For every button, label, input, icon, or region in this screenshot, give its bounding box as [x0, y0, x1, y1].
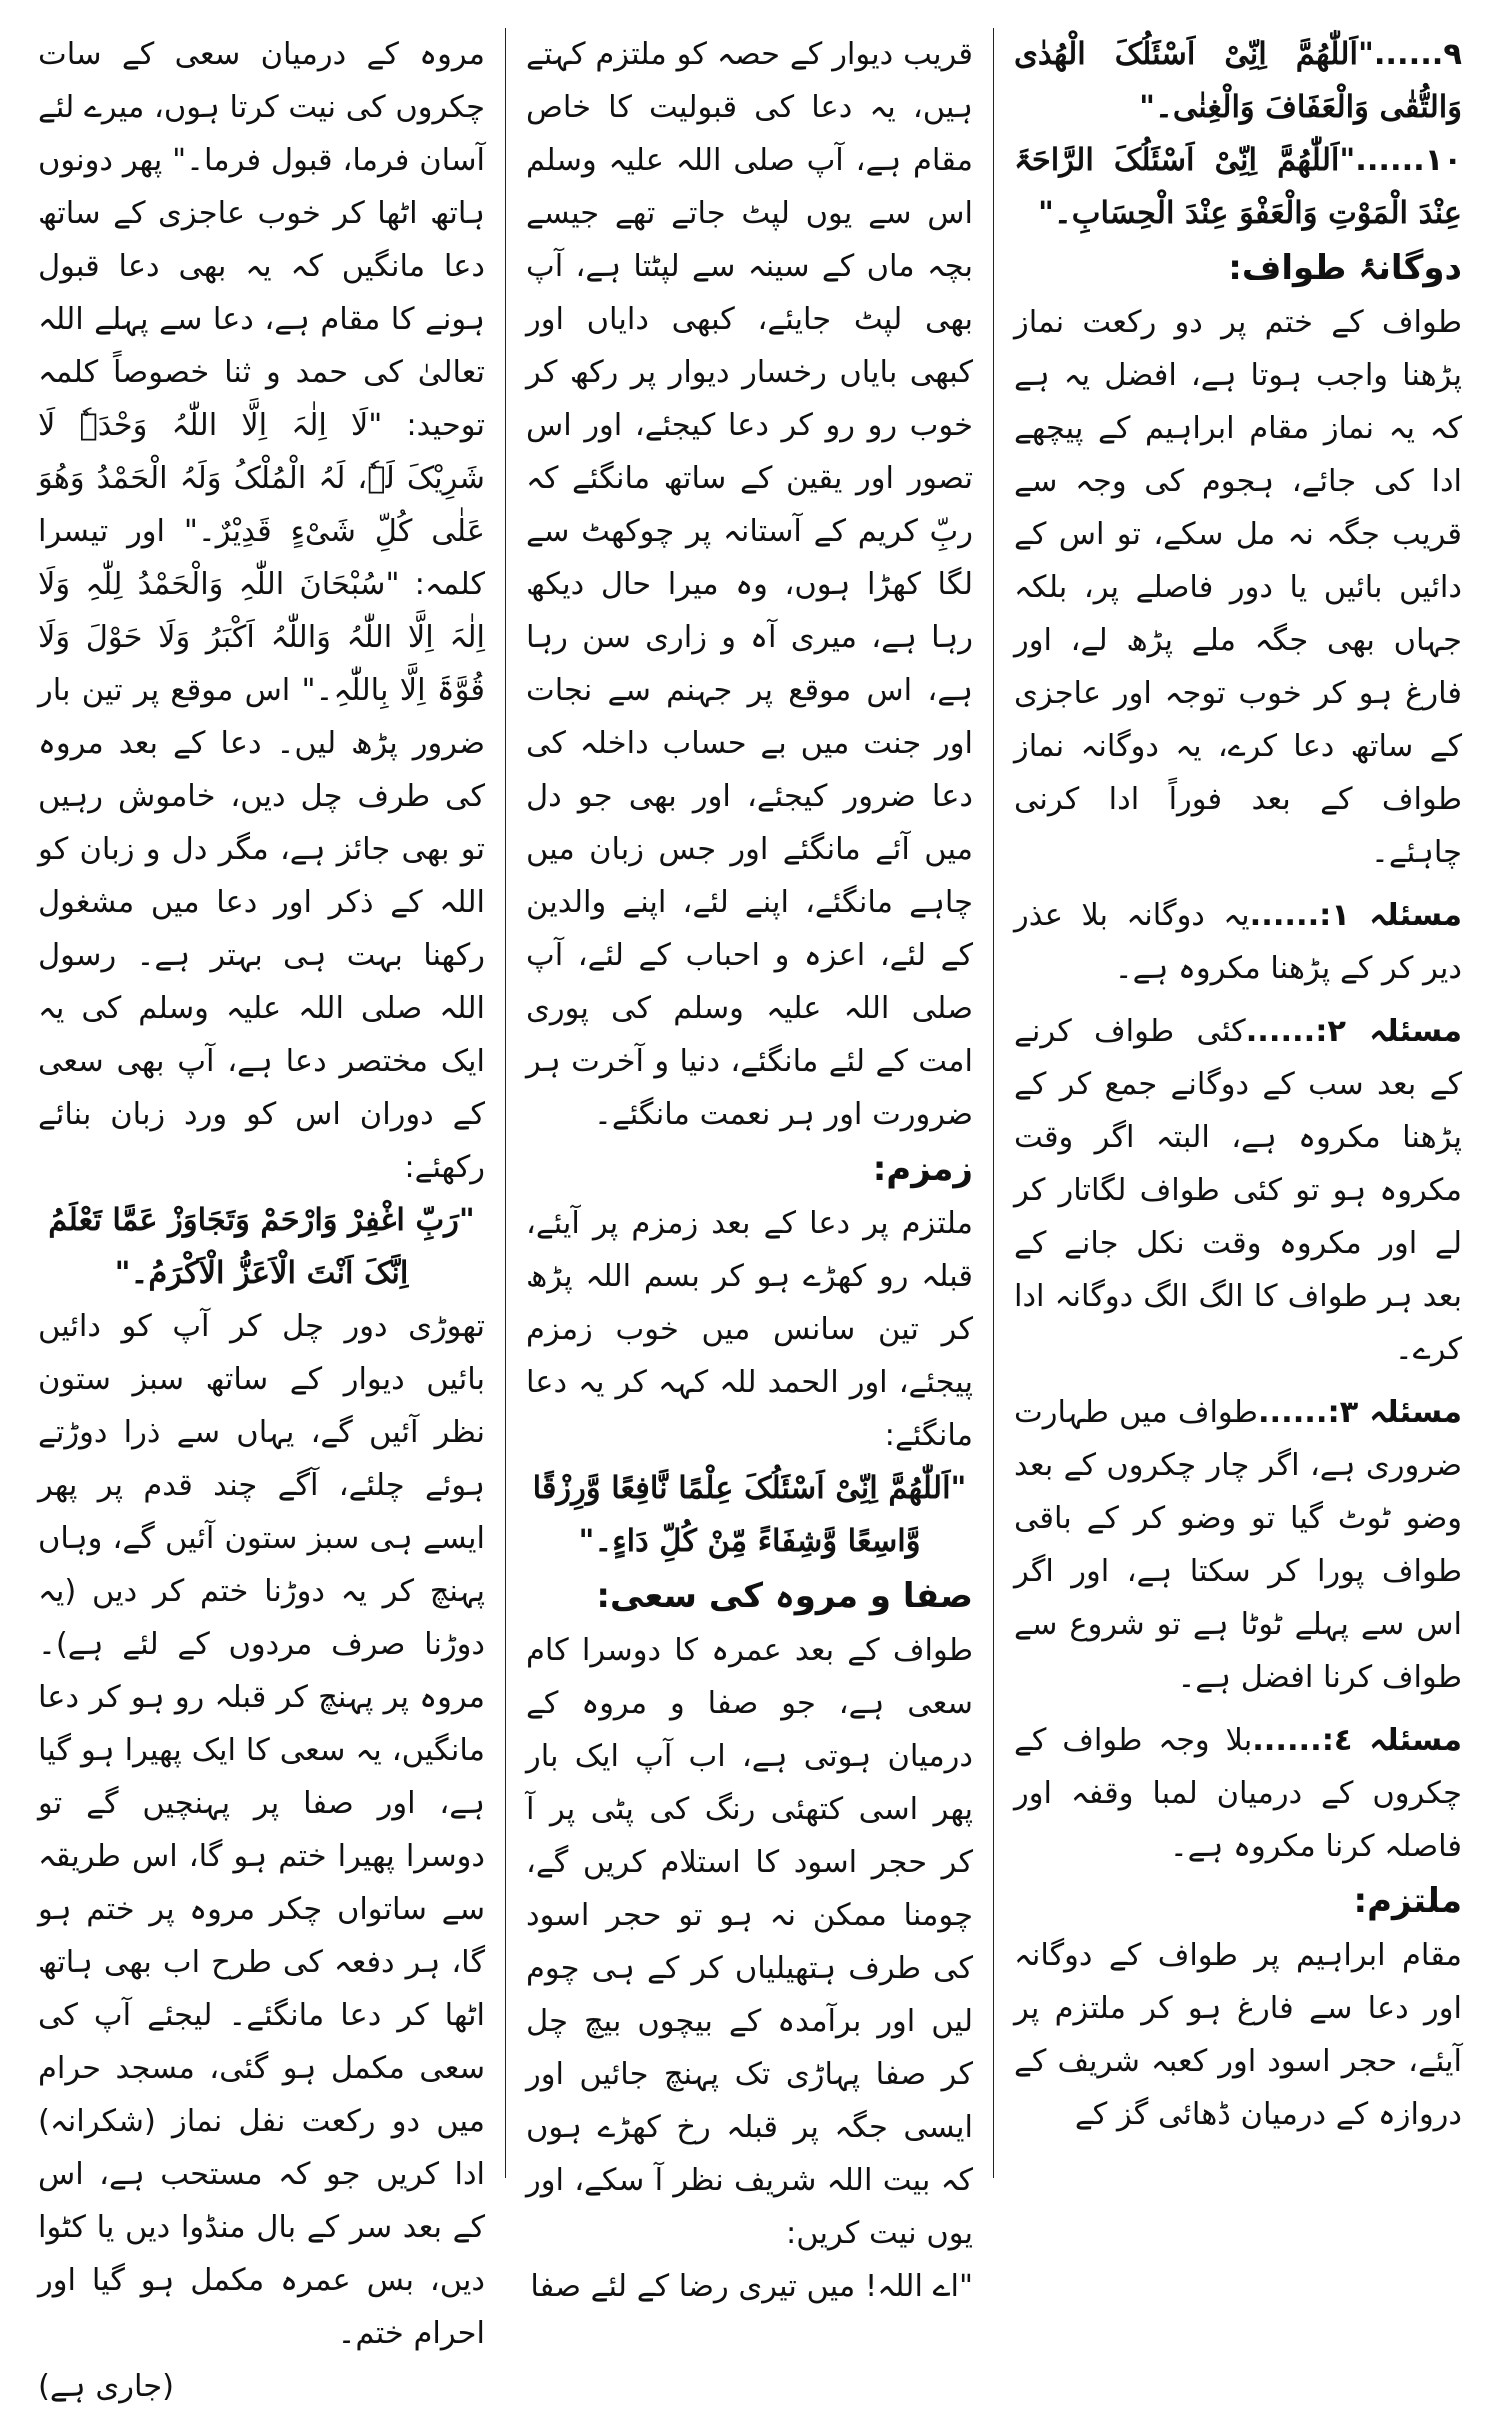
heading-dogana-tawaf: دوگانۂ طواف: [1228, 248, 1462, 288]
masala-4: مسئلہ ٤:......بلا وجہ طواف کے چکروں کے درمیان لمبا وقفہ اور فاصلہ کرنا مکروہ ہے۔ [1014, 1723, 1462, 1864]
dua-zamzam: "اَللّٰھُمَّ اِنِّیْ اَسْئَلُکَ عِلْمًا نَّافِعًا وَّرِزْقًا وَّاسِعًا وَّشِفَاءً مِّنْ کُلِّ دَاءٍ۔" [532, 1470, 967, 1559]
masala-2: مسئلہ ٢:......کئی طواف کرنے کے بعد سب کے دوگانے جمع کر کے پڑھنا مکروہ ہے، البتہ اگر وقت مکروہ ہو تو کئی طواف لگاتار کر لے اور مکروہ وقت نکل جانے کے بعد ہر طواف کا الگ الگ دوگانہ ادا کرے۔ [1014, 1014, 1462, 1367]
heading-multazam: ملتزم: [1353, 1881, 1462, 1921]
heading-safa-marwa: صفا و مروہ کی سعی: [596, 1576, 973, 1616]
column-1 [994, 28, 1482, 2178]
continued-note: (جاری ہے) [38, 2369, 174, 2404]
column-2 [506, 28, 994, 2304]
masala-1: مسئلہ ١:......یہ دوگانہ بلا عذر دیر کر کے پڑھنا مکروہ ہے۔ [1014, 898, 1462, 986]
paragraph-niyyah-cont: مروہ کے درمیان سعی کے سات چکروں کی نیت کرتا ہوں، میرے لئے آسان فرما، قبول فرما۔" پھر دونوں ہاتھ اٹھا کر خوب عاجزی کے ساتھ دعا مانگیں کہ یہ بھی دعا قبول ہونے کا مقام ہے، دعا سے پہلے اللہ تعالیٰ کی حمد و ثنا خصوصاً کلمہ توحید: "لَا اِلٰہَ اِلَّا اللّٰہُ وَحْدَہٗ لَا شَرِیْکَ لَہٗ، لَہُ الْمُلْکُ وَلَہُ الْحَمْدُ وَھُوَ عَلٰی کُلِّ شَیْءٍ قَدِیْرٌ۔" اور تیسرا کلمہ: "سُبْحَانَ اللّٰہِ وَالْحَمْدُ لِلّٰہِ وَلَا اِلٰہَ اِلَّا اللّٰہُ وَاللّٰہُ اَکْبَرُ وَلَا حَوْلَ وَلَا قُوَّۃَ اِلَّا بِاللّٰہِ۔" اس موقع پر تین بار ضرور پڑھ لیں۔ دعا کے بعد مروہ کی طرف چل دیں، خاموش رہیں تو بھی جائز ہے، مگر دل و زبان کو اللہ کے ذکر اور دعا میں مشغول رکھنا بہت ہی بہتر ہے۔ رسول اللہ صلی اللہ علیہ وسلم کی یہ ایک مختصر دعا ہے، آپ بھی سعی کے دوران اس کو ورد زبان بنائے رکھئے: [37, 37, 485, 1185]
dua-9: ٩......"اَللّٰھُمَّ اِنِّیْ اَسْئَلُکَ الْھُدٰی وَالتُّقٰی وَالْعَفَافَ وَالْغِنٰی۔" [1014, 36, 1462, 125]
paragraph-niyyah: "اے اللہ! میں تیری رضا کے لئے صفا [530, 2269, 973, 2304]
masala-3: مسئلہ ٣:......طواف میں طہارت ضروری ہے، اگر چار چکروں کے بعد وضو ٹوٹ گیا تو وضو کر کے باقی طواف پورا کر سکتا ہے، اور اگر اس سے پہلے ٹوٹا ہے تو شروع سے طواف کرنا افضل ہے۔ [1014, 1395, 1463, 1695]
paragraph-sai: طواف کے بعد عمرہ کا دوسرا کام سعی ہے، جو صفا و مروہ کے درمیان ہوتی ہے، اب آپ ایک بار پھر اسی کتھئی رنگ کی پٹی پر آ کر حجر اسود کا استلام کریں گے، چومنا ممکن نہ ہو تو حجر اسود کی طرف ہتھیلیاں کر کے ہی چوم لیں اور برآمدہ کے بیچوں بیچ چل کر صفا پہاڑی تک پہنچ جائیں اور ایسی جگہ پر قبلہ رخ کھڑے ہوں کہ بیت اللہ شریف نظر آ سکے، اور یوں نیت کریں: [526, 1633, 973, 2251]
dua-rabbighfir: "رَبِّ اغْفِرْ وَارْحَمْ وَتَجَاوَزْ عَمَّا تَعْلَمُ اِنَّکَ اَنْتَ الْاَعَزُّ الْاَکْرَمُ۔" [48, 1202, 475, 1291]
dua-10: ١٠......"اَللّٰھُمَّ اِنِّیْ اَسْئَلُکَ الرَّاحَۃَ عِنْدَ الْمَوْتِ وَالْعَفْوَ عِنْدَ الْحِسَابِ۔" [1014, 142, 1462, 231]
paragraph-multazam: مقام ابراہیم پر طواف کے دوگانہ اور دعا سے فارغ ہو کر ملتزم پر آیئے، حجر اسود اور کعبہ شریف کے دروازہ کے درمیان ڈھائی گز کے [1014, 1938, 1462, 2132]
paragraph-zamzam: ملتزم پر دعا کے بعد زمزم پر آیئے، قبلہ رو کھڑے ہو کر بسم اللہ پڑھ کر تین سانس میں خوب زمزم پیجئے، اور الحمد للہ کہہ کر یہ دعا مانگئے: [526, 1206, 973, 1453]
paragraph-dogana: طواف کے ختم پر دو رکعت نماز پڑھنا واجب ہوتا ہے، افضل یہ ہے کہ یہ نماز مقام ابراہیم کے پیچھے ادا کی جائے، ہجوم کی وجہ سے قریب جگہ نہ مل سکے، تو اس کے دائیں بائیں یا دور فاصلے پر، بلکہ جہاں بھی جگہ ملے پڑھ لے، اور فارغ ہو کر خوب توجہ اور عاجزی کے ساتھ دعا کرے، یہ دوگانہ نماز طواف کے بعد فوراً ادا کرنی چاہئے۔ [1014, 305, 1462, 870]
column-3 [18, 28, 506, 2404]
paragraph-multazam-cont: قریب دیوار کے حصہ کو ملتزم کہتے ہیں، یہ دعا کی قبولیت کا خاص مقام ہے، آپ صلی اللہ علیہ وسلم اس سے یوں لپٹ جاتے تھے جیسے بچہ ماں کے سینہ سے لپٹتا ہے، آپ بھی لپٹ جایئے، کبھی دایاں اور کبھی بایاں رخسار دیوار پر رکھ کر خوب رو رو کر دعا کیجئے، اور اس تصور اور یقین کے ساتھ مانگئے کہ ربِّ کریم کے آستانہ پر چوکھٹ سے لگا کھڑا ہوں، وہ میرا حال دیکھ رہا ہے، میری آہ و زاری سن رہا ہے، اس موقع پر جہنم سے نجات اور جنت میں بے حساب داخلہ کی دعا ضرور کیجئے، اور بھی جو دل میں آئے مانگئے اور جس زبان میں چاہے مانگئے، اپنے لئے، اپنے والدین کے لئے، اعزہ و احباب کے لئے، آپ صلی اللہ علیہ وسلم کی پوری امت کے لئے مانگئے، دنیا و آخرت ہر ضرورت اور ہر نعمت مانگئے۔ [526, 37, 973, 1132]
paragraph-green-pillars: تھوڑی دور چل کر آپ کو دائیں بائیں دیوار کے ساتھ سبز ستون نظر آئیں گے، یہاں سے ذرا دوڑتے ہوئے چلئے، آگے چند قدم پر پھر ایسے ہی سبز ستون آئیں گے، وہاں پہنچ کر یہ دوڑنا ختم کر دیں (یہ دوڑنا صرف مردوں کے لئے ہے)۔ مروہ پر پہنچ کر قبلہ رو ہو کر دعا مانگیں، یہ سعی کا ایک پھیرا ہو گیا ہے، اور صفا پر پہنچیں گے تو دوسرا پھیرا ختم ہو گا، اس طریقہ سے ساتواں چکر مروہ پر ختم ہو گا، ہر دفعہ کی طرح اب بھی ہاتھ اٹھا کر دعا مانگئے۔ لیجئے آپ کی سعی مکمل ہو گئی، مسجد حرام میں دو رکعت نفل نماز (شکرانہ) ادا کریں جو کہ مستحب ہے، اس کے بعد سر کے بال منڈوا دیں یا کٹوا دیں، بس عمرہ مکمل ہو گیا اور احرام ختم۔ [38, 1309, 485, 2351]
heading-zamzam: زمزم: [872, 1149, 973, 1189]
